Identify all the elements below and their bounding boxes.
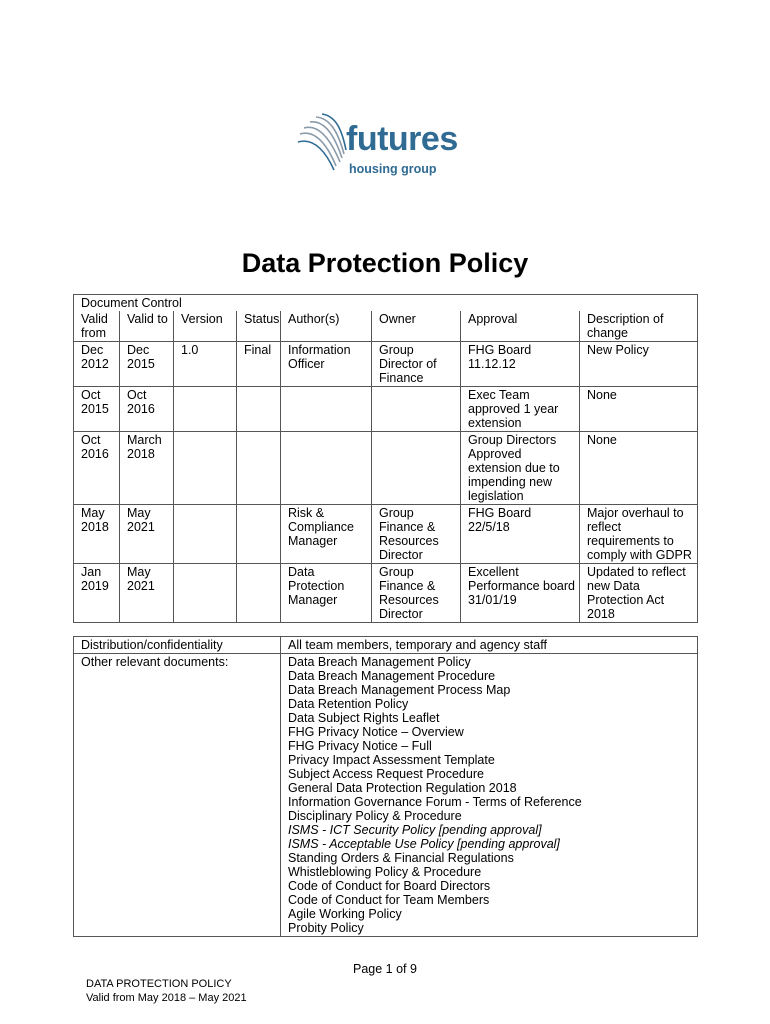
related-documents-list (281, 654, 698, 937)
list-item: Data Breach Management Procedure (288, 669, 496, 683)
table-cell: Group Finance & Resources Director (372, 564, 461, 623)
list-item: FHG Privacy Notice – Overview (288, 725, 464, 739)
table-cell (237, 387, 281, 432)
related-documents-label: Other relevant documents: (74, 654, 281, 937)
page-footer (86, 977, 247, 1005)
table-cell: Oct 2016 (120, 387, 174, 432)
table-cell: None (580, 432, 698, 505)
table-cell: Exec Team approved 1 year extension (461, 387, 580, 432)
control-rows (74, 342, 698, 623)
table-cell: Excellent Performance board 31/01/19 (461, 564, 580, 623)
page-number: Page 1 of 9 (353, 962, 417, 976)
list-item: Data Breach Management Process Map (288, 683, 511, 697)
column-header: Status (237, 311, 281, 342)
table-cell: Oct 2016 (74, 432, 120, 505)
table-cell: Dec 2012 (74, 342, 120, 387)
distribution-table (73, 636, 698, 937)
table-cell (174, 387, 237, 432)
table-cell: Group Directors Approved extension due to impending new legislation (461, 432, 580, 505)
table-row (74, 505, 698, 564)
table-cell: May 2021 (120, 564, 174, 623)
table-cell: May 2018 (74, 505, 120, 564)
document-title: Data Protection Policy (241, 248, 529, 278)
list-item: Data Retention Policy (288, 697, 409, 711)
table-cell: Updated to reflect new Data Protection Act 2018 (580, 564, 698, 623)
distribution-label: Distribution/confidentiality (74, 637, 281, 654)
table-cell: Final (237, 342, 281, 387)
list-item: Subject Access Request Procedure (288, 767, 484, 781)
table-row (74, 342, 698, 387)
table-cell: May 2021 (120, 505, 174, 564)
column-header: Description of change (580, 311, 698, 342)
logo-subtitle: housing group (349, 162, 437, 176)
table-cell: Oct 2015 (74, 387, 120, 432)
table-cell: Risk & Compliance Manager (281, 505, 372, 564)
table-cell: Group Director of Finance (372, 342, 461, 387)
list-item: Code of Conduct for Team Members (288, 893, 490, 907)
table-header-row (74, 311, 698, 342)
list-item: Data Subject Rights Leaflet (288, 711, 440, 725)
list-item: FHG Privacy Notice – Full (288, 739, 432, 753)
table-row (74, 387, 698, 432)
table-cell: FHG Board 11.12.12 (461, 342, 580, 387)
table-row (74, 432, 698, 505)
control-heading: Document Control (74, 295, 698, 312)
footer-line-2: Valid from May 2018 – May 2021 (86, 992, 247, 1004)
distribution-value: All team members, temporary and agency staff (281, 637, 698, 654)
table-cell: New Policy (580, 342, 698, 387)
list-item: Disciplinary Policy & Procedure (288, 809, 462, 823)
column-header: Author(s) (281, 311, 372, 342)
list-item: Standing Orders & Financial Regulations (288, 851, 514, 865)
table-cell (237, 432, 281, 505)
list-item: ISMS - ICT Security Policy [pending approval] (288, 823, 542, 837)
column-header: Valid from (74, 311, 120, 342)
footer-line-1: DATA PROTECTION POLICY (86, 978, 232, 990)
table-cell: March 2018 (120, 432, 174, 505)
table-cell: Information Officer (281, 342, 372, 387)
table-row (74, 564, 698, 623)
table-cell (174, 564, 237, 623)
table-cell: Major overhaul to reflect requirements to comply with GDPR (580, 505, 698, 564)
table-cell (237, 505, 281, 564)
table-cell: Data Protection Manager (281, 564, 372, 623)
table-cell (174, 505, 237, 564)
table-cell (174, 432, 237, 505)
list-item: Code of Conduct for Board Directors (288, 879, 491, 893)
table-cell: Jan 2019 (74, 564, 120, 623)
table-cell (372, 387, 461, 432)
column-header: Approval (461, 311, 580, 342)
list-item: ISMS - Acceptable Use Policy [pending approval] (288, 837, 560, 851)
table-cell (281, 432, 372, 505)
table-cell: Dec 2015 (120, 342, 174, 387)
table-cell (237, 564, 281, 623)
logo-wordmark: futures (346, 120, 458, 158)
list-item: Information Governance Forum - Terms of Reference (288, 795, 582, 809)
list-item: Agile Working Policy (288, 907, 402, 921)
list-item: Privacy Impact Assessment Template (288, 753, 495, 767)
related-documents-row (74, 654, 698, 937)
list-item: Data Breach Management Policy (288, 655, 471, 669)
table-cell (281, 387, 372, 432)
list-item: Whistleblowing Policy & Procedure (288, 865, 482, 879)
column-header: Version (174, 311, 237, 342)
list-item: Probity Policy (288, 921, 364, 935)
control-heading-row (74, 295, 698, 312)
table-cell: Group Finance & Resources Director (372, 505, 461, 564)
column-header: Owner (372, 311, 461, 342)
futures-logo (296, 112, 486, 184)
distribution-row (74, 637, 698, 654)
table-cell: None (580, 387, 698, 432)
table-cell: FHG Board 22/5/18 (461, 505, 580, 564)
table-cell (372, 432, 461, 505)
list-item: General Data Protection Regulation 2018 (288, 781, 517, 795)
column-header: Valid to (120, 311, 174, 342)
table-cell: 1.0 (174, 342, 237, 387)
document-control-table (73, 294, 698, 623)
